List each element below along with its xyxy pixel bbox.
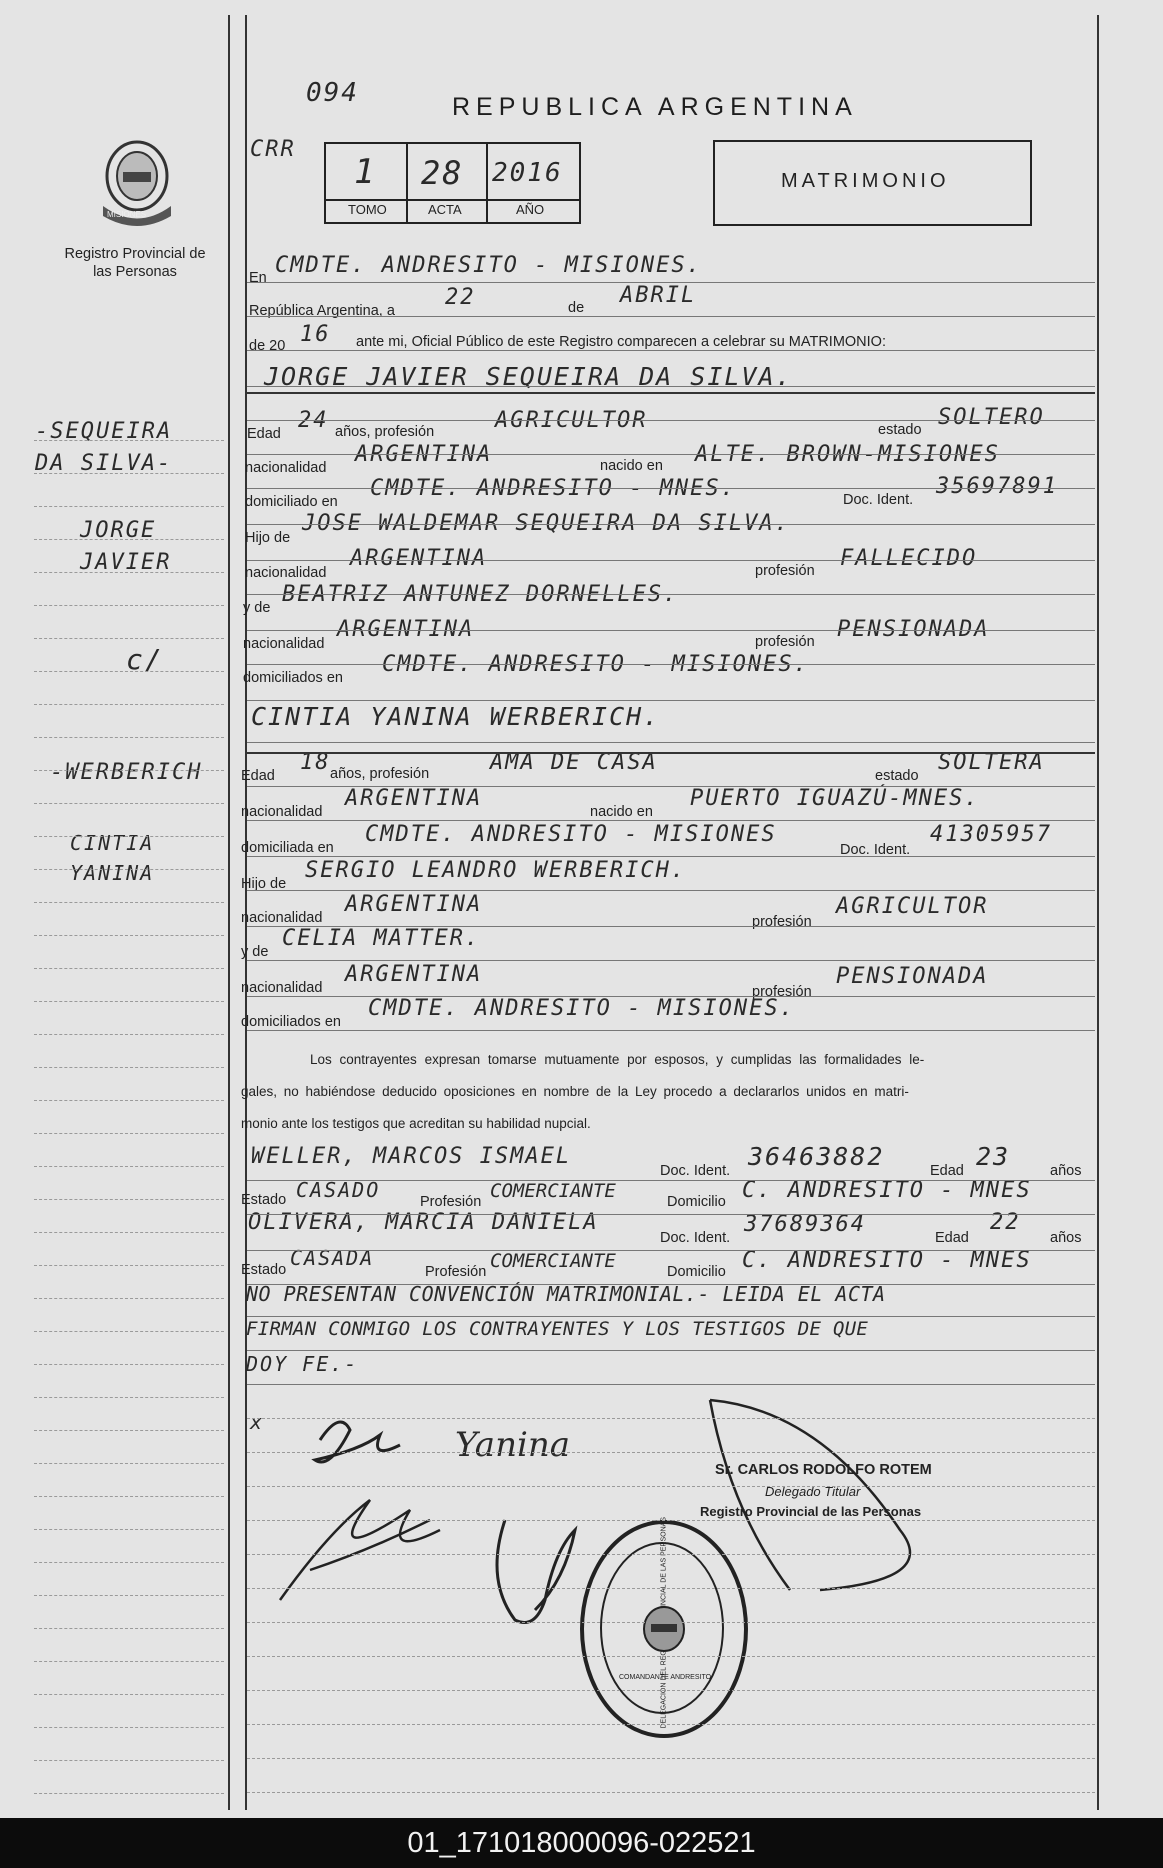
margin-rule-line [34, 1661, 224, 1662]
groom-mother-prof: PENSIONADA [837, 617, 990, 642]
groom-parents-address: CMDTE. ANDRESITO - MISIONES. [382, 652, 809, 677]
seal-center-text: COMANDANTE ANDRESITO [619, 1674, 712, 1681]
margin-rule-line [34, 1793, 224, 1794]
year-prefix: de 20 [249, 338, 286, 354]
margin-rule-line [34, 1100, 224, 1101]
declaration-line-2: gales, no habiéndose deducido oposiciones en nombre de la Ley procedo a declararlos unidos en matri- [241, 1084, 909, 1099]
groom-nacido-label: nacido en [600, 458, 663, 474]
blank-rule-line [247, 1724, 1095, 1725]
margin-rule-line [34, 1034, 224, 1035]
groom-anos-label: años, profesión [335, 424, 435, 440]
margin-rule-line [34, 1133, 224, 1134]
body-rule-line [247, 350, 1095, 351]
groom-father-prof: FALLECIDO [840, 546, 978, 571]
body-rule-line [247, 316, 1095, 317]
groom-address: CMDTE. ANDRESITO - MNES. [370, 476, 736, 501]
margin-rule-line [34, 704, 224, 705]
margin-rule-line [34, 572, 224, 573]
body-rule-line [247, 664, 1095, 665]
de-label: de [568, 300, 585, 316]
groom-name: JORGE JAVIER SEQUEIRA DA SILVA. [264, 362, 793, 391]
margin-rule-line [34, 473, 224, 474]
margin-rule-line [34, 935, 224, 936]
margin-rule-line [34, 902, 224, 903]
bride-nacionalidad-label: nacionalidad [241, 804, 323, 820]
bride-mother-nat: ARGENTINA [345, 962, 483, 987]
body-rule-line [247, 1350, 1095, 1351]
blank-rule-line [247, 1486, 1095, 1487]
body-rule-line [247, 996, 1095, 997]
body-rule-line [247, 282, 1095, 283]
groom-hijo-label: Hijo de [245, 530, 291, 546]
groom-nacionalidad-label: nacionalidad [245, 460, 327, 476]
bride-nationality: ARGENTINA [345, 786, 483, 811]
witness-1-profession: COMERCIANTE [490, 1180, 616, 1202]
bride-estado-label: estado [875, 768, 919, 784]
bride-domiciliada-label: domiciliada en [241, 840, 334, 856]
witness-1-anos-label: años [1050, 1163, 1082, 1179]
body-rule-line [247, 1316, 1095, 1317]
margin-rule-line [34, 1232, 224, 1233]
registry-seal [580, 1520, 748, 1738]
bride-parents-address: CMDTE. ANDRESITO - MISIONES. [368, 996, 795, 1021]
bride-anos-label: años, profesión [330, 766, 430, 782]
body-rule-line [247, 524, 1095, 525]
margin-rule-line [34, 1562, 224, 1563]
bride-address: CMDTE. ANDRESITO - MISIONES [365, 822, 777, 847]
groom-mother-nat: ARGENTINA [337, 617, 475, 642]
margin-rule-line [34, 1397, 224, 1398]
body-rule-line [247, 960, 1095, 961]
bride-birthplace: PUERTO IGUAZÚ-MNES. [690, 786, 980, 811]
margin-rule-line [34, 638, 224, 639]
country-title: REPUBLICA ARGENTINA [452, 93, 858, 121]
witness-2-doc-label: Doc. Ident. [660, 1230, 731, 1246]
witness-1-doc-label: Doc. Ident. [660, 1163, 731, 1179]
bride-father-nat-label: nacionalidad [241, 910, 323, 926]
witness-2-domicilio-label: Domicilio [667, 1264, 726, 1280]
witness-2-anos-label: años [1050, 1230, 1082, 1246]
section-separator [247, 392, 1095, 394]
groom-yde-label: y de [243, 600, 271, 616]
blank-rule-line [247, 1758, 1095, 1759]
body-rule-line [247, 488, 1095, 489]
groom-nationality: ARGENTINA [355, 442, 493, 467]
margin-rule-line [34, 869, 224, 870]
declaration-line-1: Los contrayentes expresan tomarse mutuamente por esposos, y cumplidas las formalidades le- [310, 1052, 925, 1067]
registry-logo [97, 136, 177, 231]
blank-rule-line [247, 1690, 1095, 1691]
bride-edad-label: Edad [241, 768, 275, 784]
bride-father-nat: ARGENTINA [345, 892, 483, 917]
body-rule-line [247, 1384, 1095, 1385]
act-type: MATRIMONIO [781, 170, 950, 192]
witness-1-address: C. ANDRESITO - MNES [742, 1178, 1032, 1203]
bride-doc: 41305957 [930, 822, 1052, 847]
margin-rule-line [34, 605, 224, 606]
en-label: En [249, 270, 267, 286]
body-rule-line [247, 700, 1095, 701]
margin-rule-line [34, 770, 224, 771]
witness-2-name: OLIVERA, MARCIA DANIELA [248, 1210, 599, 1235]
body-rule-line [247, 420, 1095, 421]
crr-mark: CRR [250, 137, 296, 162]
official-signature [700, 1390, 960, 1610]
body-rule-line [247, 1250, 1095, 1251]
margin-rule-line [34, 836, 224, 837]
groom-father-prof-label: profesión [755, 563, 815, 579]
bride-doc-label: Doc. Ident. [840, 842, 911, 858]
witness-2-prof-label: Profesión [425, 1264, 487, 1280]
margin-rule-line [34, 1529, 224, 1530]
signature-mark: x [250, 1410, 265, 1434]
body-rule-right [1097, 15, 1099, 1810]
witness-1-status: CASADO [296, 1178, 381, 1202]
margin-rule-line [34, 440, 224, 441]
blank-rule-line [247, 1792, 1095, 1793]
margin-rule-line [34, 1067, 224, 1068]
margin-bride-names [70, 828, 190, 888]
registry-name: Registro Provincial de las Personas [64, 246, 206, 280]
groom-father-nat: ARGENTINA [350, 546, 488, 571]
official-name: Sr. CARLOS RODOLFO ROTEM [715, 1462, 932, 1478]
body-rule-line [247, 560, 1095, 561]
notes-line-2: FIRMAN CONMIGO LOS CONTRAYENTES Y LOS TESTIGOS DE QUE [246, 1318, 869, 1340]
body-rule-line [247, 594, 1095, 595]
blank-rule-line [247, 1588, 1095, 1589]
margin-bride-surname: -WERBERICH [50, 760, 203, 785]
anio-label: AÑO [516, 202, 545, 217]
margin-rule-line [34, 1265, 224, 1266]
bride-profession: AMA DE CASA [490, 750, 658, 775]
margin-bride-names-text: CINTIA YANINA [70, 831, 155, 885]
witness-2-age: 22 [990, 1210, 1021, 1235]
body-rule-line [247, 786, 1095, 787]
witness-2-status: CASADA [290, 1246, 375, 1270]
witness-1-domicilio-label: Domicilio [667, 1194, 726, 1210]
body-rule-line [247, 926, 1095, 927]
groom-father-nat-label: nacionalidad [245, 565, 327, 581]
groom-mother-prof-label: profesión [755, 634, 815, 650]
body-rule-line [247, 1284, 1095, 1285]
bride-mother: CELIA MATTER. [282, 926, 481, 951]
bride-father-prof-label: profesión [752, 914, 812, 930]
body-rule-line [247, 1214, 1095, 1215]
margin-rule-line [34, 671, 224, 672]
notes-line-1: NO PRESENTAN CONVENCIÓN MATRIMONIAL.- LEIDA EL ACTA [246, 1282, 886, 1306]
official-office: Registro Provincial de las Personas [700, 1504, 922, 1519]
republica-label: República Argentina, a [249, 303, 395, 319]
place: CMDTE. ANDRESITO - MISIONES. [275, 253, 702, 278]
margin-groom-names [80, 515, 190, 579]
groom-father: JOSE WALDEMAR SEQUEIRA DA SILVA. [302, 511, 790, 536]
bride-mother-nat-label: nacionalidad [241, 980, 323, 996]
margin-rule-line [34, 1595, 224, 1596]
section-separator [247, 752, 1095, 754]
margin-groom-surname-text: -SEQUEIRA DA SILVA- [35, 419, 173, 476]
declaration-line-3: monio ante los testigos que acreditan su habilidad nupcial. [241, 1116, 591, 1131]
tomo-value: 1 [354, 152, 377, 192]
margin-rule-line [34, 1628, 224, 1629]
body-rule-line [247, 630, 1095, 631]
year-suffix: 16 [300, 322, 331, 347]
seal-emblem-icon [639, 1604, 689, 1654]
groom-mother: BEATRIZ ANTUNEZ DORNELLES. [282, 582, 679, 607]
margin-rule-line [34, 1364, 224, 1365]
margin-rule-line [34, 1298, 224, 1299]
margin-rule-line [34, 1760, 224, 1761]
margin-groom-names-text: JORGE JAVIER [80, 518, 172, 575]
acta-label: ACTA [428, 202, 462, 217]
bride-name: CINTIA YANINA WERBERICH. [251, 702, 661, 731]
notes-line-3: DOY FE.- [246, 1352, 359, 1376]
bride-domiciliados-label: domiciliados en [241, 1014, 341, 1030]
groom-doc-label: Doc. Ident. [843, 492, 914, 508]
bride-mother-prof-label: profesión [752, 984, 812, 1000]
margin-rule-line [34, 1430, 224, 1431]
margin-rule-line [34, 737, 224, 738]
body-rule-line [247, 890, 1095, 891]
witness-1-age: 23 [976, 1142, 1011, 1171]
file-id-footer: 01_171018000096-022521 [0, 1818, 1163, 1868]
margin-rule-line [34, 1496, 224, 1497]
margin-rule-line [34, 1463, 224, 1464]
intro-statement: ante mi, Oficial Público de este Registro comparecen a celebrar su MATRIMONIO: [356, 334, 886, 350]
folio-number: 094 [306, 78, 359, 108]
groom-profession: AGRICULTOR [495, 408, 648, 433]
blank-rule-line [247, 1452, 1095, 1453]
witness-1-edad-label: Edad [930, 1163, 964, 1179]
tomo-acta-anio-box [324, 142, 581, 224]
groom-estado-label: estado [878, 422, 922, 438]
act-type-box [713, 140, 1032, 226]
groom-age: 24 [298, 408, 329, 433]
groom-signature [300, 1400, 420, 1480]
witness-1-name: WELLER, MARCOS ISMAEL [251, 1144, 572, 1169]
body-rule-line [247, 454, 1095, 455]
blank-rule-line [247, 1520, 1095, 1521]
groom-doc: 35697891 [936, 474, 1058, 499]
witness-1-signature [270, 1470, 450, 1610]
groom-domiciliados-label: domiciliados en [243, 670, 343, 686]
bride-father: SERGIO LEANDRO WERBERICH. [305, 858, 687, 883]
bride-status: SOLTERA [938, 750, 1045, 775]
bride-hijo-label: Hijo de [241, 876, 287, 892]
witness-2-address: C. ANDRESITO - MNES [742, 1248, 1032, 1273]
margin-rule-line [34, 506, 224, 507]
margin-rule-line [34, 968, 224, 969]
body-rule-line [247, 1180, 1095, 1181]
groom-mother-nat-label: nacionalidad [243, 636, 325, 652]
bride-nacido-label: nacido en [590, 804, 653, 820]
witness-2-doc: 37689364 [744, 1212, 866, 1237]
margin-with: c/ [126, 643, 164, 676]
witness-2-estado-label: Estado [241, 1262, 287, 1278]
body-rule-line [247, 1030, 1095, 1031]
body-rule-line [247, 386, 1095, 387]
groom-edad-label: Edad [247, 426, 281, 442]
logo-text: MISIONES [107, 210, 147, 219]
margin-rule-line [34, 1001, 224, 1002]
body-rule-line [247, 856, 1095, 857]
groom-birthplace: ALTE. BROWN-MISIONES [695, 442, 1000, 467]
anio-value: 2016 [492, 158, 563, 188]
month: ABRIL [620, 283, 697, 308]
acta-value: 28 [421, 154, 464, 192]
official-title: Delegado Titular [765, 1484, 861, 1499]
tomo-label: TOMO [348, 202, 387, 217]
bride-father-prof: AGRICULTOR [836, 894, 989, 919]
blank-rule-line [247, 1622, 1095, 1623]
blank-rule-line [247, 1656, 1095, 1657]
bride-yde-label: y de [241, 944, 269, 960]
witness-1-estado-label: Estado [241, 1192, 287, 1208]
margin-rule-line [34, 1331, 224, 1332]
groom-status: SOLTERO [938, 405, 1045, 430]
body-rule-line [247, 820, 1095, 821]
witness-2-edad-label: Edad [935, 1230, 969, 1246]
body-rule-line [247, 742, 1095, 743]
groom-domiciliado-label: domiciliado en [245, 494, 338, 510]
margin-groom-surname [35, 416, 215, 480]
margin-rule-line [34, 803, 224, 804]
margin-rule-line [34, 1166, 224, 1167]
blank-rule-line [247, 1554, 1095, 1555]
margin-rule-line [34, 1727, 224, 1728]
bride-signature: Yanina [455, 1425, 571, 1465]
witness-2-signature [475, 1510, 595, 1640]
witness-1-prof-label: Profesión [420, 1194, 482, 1210]
margin-rule-line [34, 1199, 224, 1200]
bride-age: 18 [300, 750, 331, 775]
day: 22 [445, 285, 476, 310]
bride-mother-prof: PENSIONADA [836, 964, 989, 989]
margin-rule-left [228, 15, 230, 1810]
witness-1-doc: 36463882 [748, 1142, 885, 1171]
margin-rule-line [34, 539, 224, 540]
blank-rule-line [247, 1418, 1095, 1419]
margin-rule-line [34, 1694, 224, 1695]
witness-2-profession: COMERCIANTE [490, 1250, 616, 1272]
